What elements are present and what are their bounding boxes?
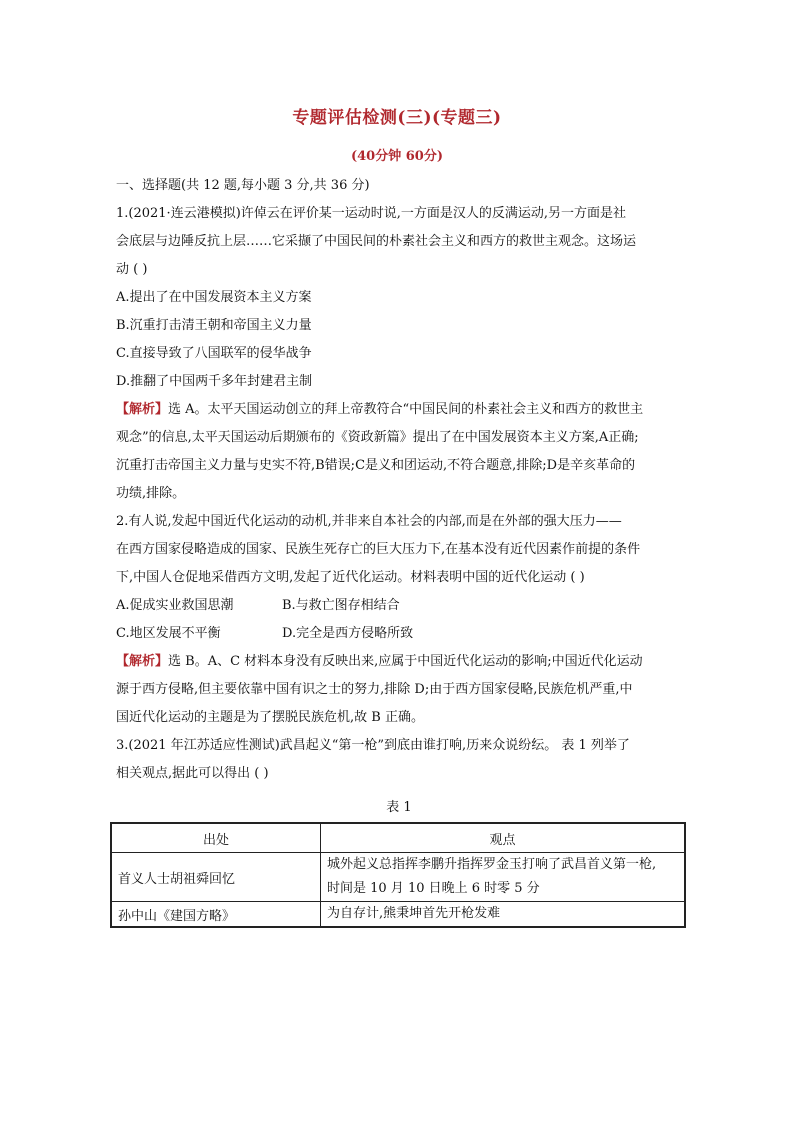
question-line: 3.(2021 年江苏适应性测试)武昌起义“第一枪”到底由谁打响,历来众说纷纭。 表 1 列举了: [116, 738, 630, 753]
table-cell-source: 首义人士胡祖舜回忆: [111, 853, 321, 902]
analysis-line: [116, 648, 682, 676]
option-row: [116, 592, 682, 620]
analysis-line: 国近代化运动的主题是为了摆脱民族危机,故 B 正确。: [116, 710, 424, 725]
table-header-source: 出处: [111, 823, 321, 853]
cell-line: 时间是 10 月 10 日晚上 6 时零 5 分: [327, 881, 540, 896]
section-heading: 一、选择题(共 12 题,每小题 3 分,共 36 分): [116, 178, 370, 193]
analysis-text: 选 B。A、C 材料本身没有反映出来,应属于中国近代化运动的影响;中国近代化运动: [168, 654, 643, 669]
cell-line: 城外起义总指挥李鹏升指挥罗金玉打响了武昌首义第一枪,: [327, 857, 657, 872]
cell-line: 为自存计,熊秉坤首先开枪发难: [327, 906, 501, 921]
analysis-line: 源于西方侵略,但主要依靠中国有识之士的努力,排除 D;由于西方国家侵略,民族危机严重,中: [116, 682, 633, 697]
question-line: 1.(2021·连云港模拟)许倬云在评价某一运动时说,一方面是汉人的反满运动,另一方面是社: [116, 206, 627, 221]
option-b: B.沉重打击清王朝和帝国主义力量: [116, 318, 312, 333]
question-line: 2.有人说,发起中国近代化运动的动机,并非来自本社会的内部,而是在外部的强大压力——: [116, 514, 622, 529]
question-line: 在西方国家侵略造成的国家、民族生死存亡的巨大压力下,在基本没有近代因素作前提的条件: [116, 542, 641, 557]
table-header-row: [111, 823, 685, 853]
analysis-line: 沉重打击帝国主义力量与史实不符,B错误;C是义和团运动,不符合题意,排除;D是辛亥革命的: [116, 458, 636, 473]
table-cell-view: [321, 902, 686, 928]
question-line: 下,中国人仓促地采借西方文明,发起了近代化运动。材料表明中国的近代化运动 ( ): [116, 570, 585, 585]
analysis-tag: 【解析】: [116, 402, 169, 417]
question-line: 会底层与边陲反抗上层……它采撷了中国民间的朴素社会主义和西方的救世主观念。这场运: [116, 234, 637, 249]
content: [116, 172, 682, 928]
option-c: C.地区发展不平衡: [116, 626, 221, 641]
question-2: [116, 508, 682, 732]
analysis-line: 观念”的信息,太平天国运动后期颁布的《资政新篇》提出了在中国发展资本主义方案,A正确;: [116, 430, 639, 445]
page-subtitle: (40分钟 60分): [350, 149, 443, 164]
question-line: 动 ( ): [116, 262, 148, 277]
table-cell-source: 孙中山《建国方略》: [111, 902, 321, 928]
option-b: B.与救亡图存相结合: [282, 598, 400, 613]
table-row: [111, 902, 685, 928]
page-title: 专题评估检测(三)(专题三): [292, 108, 502, 128]
analysis-line: 功绩,排除。: [116, 486, 186, 501]
option-row: [116, 620, 682, 648]
question-1: [116, 200, 682, 508]
option-c: C.直接导致了八国联军的侵华战争: [116, 346, 312, 361]
question-3: [116, 732, 682, 928]
question-line: 相关观点,据此可以得出 ( ): [116, 766, 269, 781]
table-header-view: 观点: [321, 823, 686, 853]
table-caption: 表 1: [386, 800, 412, 815]
analysis-tag: 【解析】: [116, 654, 169, 669]
analysis-text: 选 A。太平天国运动创立的拜上帝教符合“中国民间的朴素社会主义和西方的救世主: [168, 402, 644, 417]
option-d: D.完全是西方侵略所致: [282, 626, 414, 641]
option-a: A.促成实业救国思潮: [116, 598, 234, 613]
viewpoint-table: [110, 822, 686, 928]
table-row: [111, 853, 685, 902]
table-cell-view: [321, 853, 686, 902]
analysis-line: [116, 396, 682, 424]
option-d: D.推翻了中国两千多年封建君主制: [116, 374, 313, 389]
option-a: A.提出了在中国发展资本主义方案: [116, 290, 312, 305]
